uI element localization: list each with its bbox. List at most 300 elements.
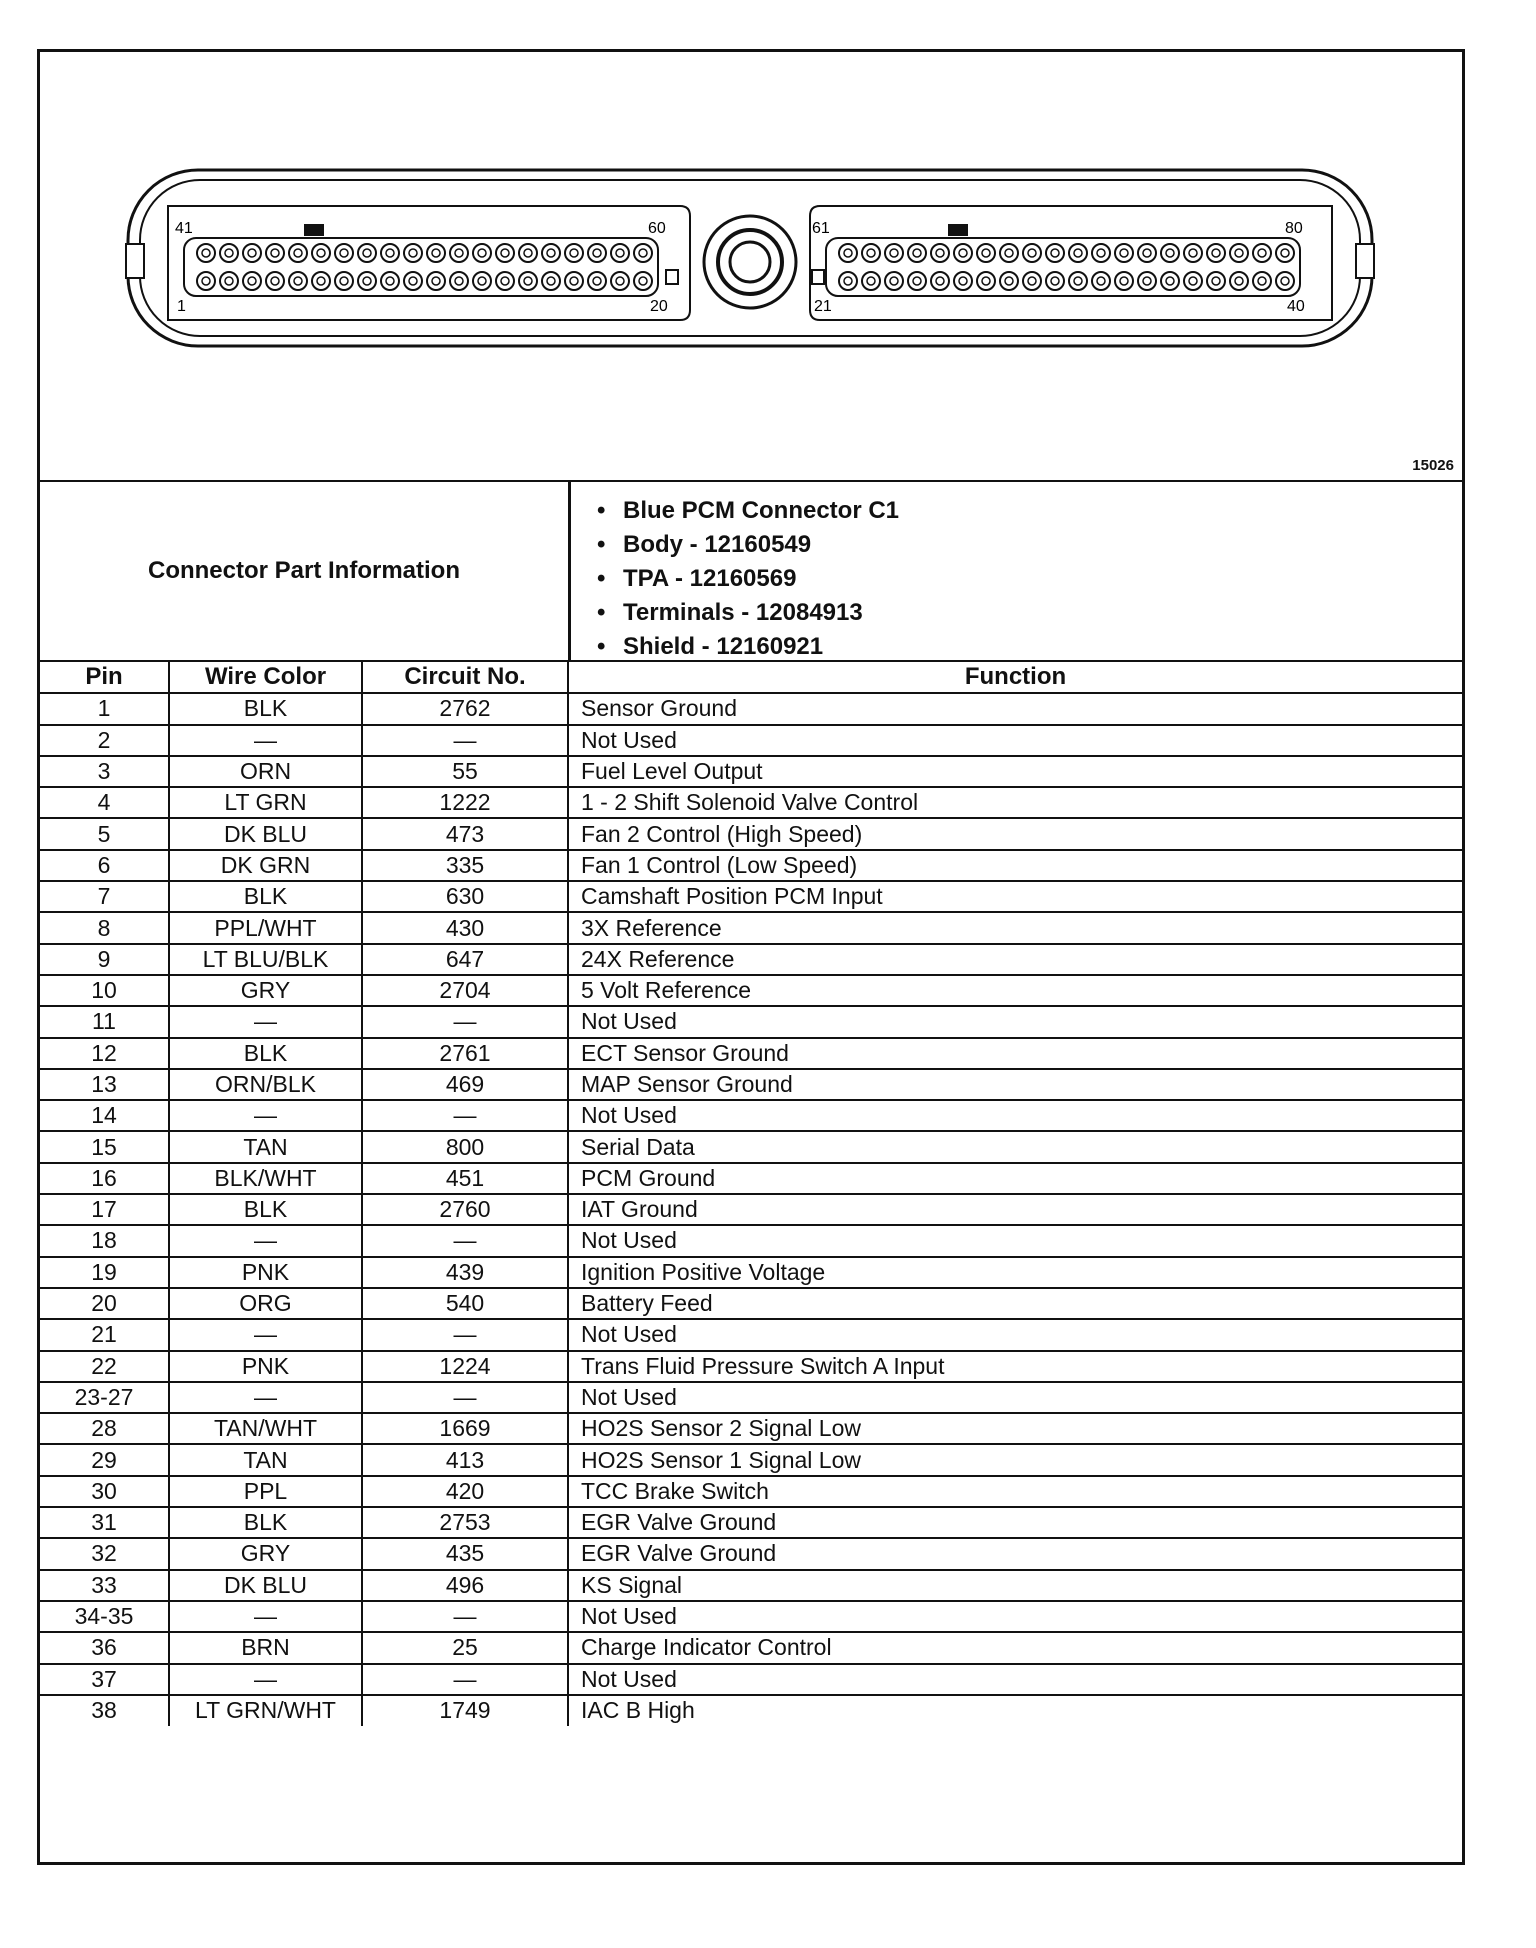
cell-circuit-no: 2704 xyxy=(362,975,568,1006)
cell-function: EGR Valve Ground xyxy=(568,1538,1462,1569)
pin-cavity xyxy=(404,272,422,290)
cell-function: Fan 2 Control (High Speed) xyxy=(568,818,1462,849)
cell-wire-color: PPL xyxy=(169,1476,362,1507)
pin-cavity xyxy=(1253,272,1271,290)
right-pin-block xyxy=(810,206,1332,320)
cell-circuit-no: 2753 xyxy=(362,1507,568,1538)
pin-cavity xyxy=(588,244,606,262)
cell-wire-color: LT GRN xyxy=(169,787,362,818)
pin-cavity xyxy=(611,272,629,290)
cell-pin: 6 xyxy=(40,850,169,881)
pin-terminal xyxy=(478,249,486,257)
table-row xyxy=(40,1225,1462,1256)
pin-terminal xyxy=(1166,249,1174,257)
pin-terminal xyxy=(501,277,509,285)
cell-wire-color: TAN xyxy=(169,1131,362,1162)
right-key-mark xyxy=(948,224,968,236)
cell-pin: 32 xyxy=(40,1538,169,1569)
table-row xyxy=(40,1444,1462,1475)
pin-terminal xyxy=(1074,249,1082,257)
pin-cavity xyxy=(266,244,284,262)
cell-circuit-no: 647 xyxy=(362,944,568,975)
table-row xyxy=(40,1413,1462,1444)
pin-terminal xyxy=(844,249,852,257)
header-wire-color: Wire Color xyxy=(169,662,362,693)
pin-cavity xyxy=(243,244,261,262)
cell-function: Sensor Ground xyxy=(568,693,1462,724)
cell-circuit-no: — xyxy=(362,1601,568,1632)
cell-wire-color: ORN xyxy=(169,756,362,787)
cell-wire-color: BLK xyxy=(169,1194,362,1225)
pin-cavity xyxy=(312,244,330,262)
cell-function: Camshaft Position PCM Input xyxy=(568,881,1462,912)
pin-terminal xyxy=(363,277,371,285)
cell-circuit-no: 451 xyxy=(362,1163,568,1194)
left-pin-block xyxy=(168,206,690,320)
right-tab xyxy=(812,270,824,284)
pin-cavity xyxy=(1207,244,1225,262)
table-row xyxy=(40,725,1462,756)
cell-wire-color: BLK/WHT xyxy=(169,1163,362,1194)
cell-function: Not Used xyxy=(568,1225,1462,1256)
pin-label-61: 61 xyxy=(812,220,830,237)
cell-function: MAP Sensor Ground xyxy=(568,1069,1462,1100)
connector-info-item: • Blue PCM Connector C1 xyxy=(597,494,899,528)
table-row xyxy=(40,818,1462,849)
pin-cavity xyxy=(1184,244,1202,262)
cell-pin: 34-35 xyxy=(40,1601,169,1632)
cell-pin: 18 xyxy=(40,1225,169,1256)
table-row xyxy=(40,1382,1462,1413)
cell-function: Not Used xyxy=(568,1100,1462,1131)
cell-function: Charge Indicator Control xyxy=(568,1632,1462,1663)
cell-pin: 1 xyxy=(40,693,169,724)
cell-circuit-no: 800 xyxy=(362,1131,568,1162)
cell-function: 24X Reference xyxy=(568,944,1462,975)
cell-function: Not Used xyxy=(568,725,1462,756)
pin-cavity xyxy=(885,244,903,262)
cell-circuit-no: — xyxy=(362,725,568,756)
pin-terminal xyxy=(317,249,325,257)
cell-circuit-no: 25 xyxy=(362,1632,568,1663)
left-tab xyxy=(666,270,678,284)
pin-cavity xyxy=(381,244,399,262)
table-row xyxy=(40,1069,1462,1100)
table-row xyxy=(40,1695,1462,1726)
left-latch xyxy=(126,244,144,278)
pin-cavity xyxy=(220,244,238,262)
cell-circuit-no: — xyxy=(362,1006,568,1037)
cell-function: Not Used xyxy=(568,1006,1462,1037)
cell-wire-color: GRY xyxy=(169,975,362,1006)
pin-cavity xyxy=(634,244,652,262)
table-row xyxy=(40,1100,1462,1131)
pin-cavity xyxy=(1046,244,1064,262)
cell-pin: 23-27 xyxy=(40,1382,169,1413)
pin-terminal xyxy=(867,249,875,257)
pin-cavity xyxy=(519,272,537,290)
pin-cavity xyxy=(1046,272,1064,290)
pin-terminal xyxy=(1005,277,1013,285)
cell-pin: 29 xyxy=(40,1444,169,1475)
pin-cavity xyxy=(839,272,857,290)
cell-wire-color: — xyxy=(169,1006,362,1037)
connector-diagram xyxy=(40,52,1462,480)
cell-wire-color: PPL/WHT xyxy=(169,912,362,943)
pin-cavity xyxy=(931,272,949,290)
header-function: Function xyxy=(568,662,1462,693)
cell-function: EGR Valve Ground xyxy=(568,1507,1462,1538)
cell-function: Not Used xyxy=(568,1601,1462,1632)
cell-circuit-no: — xyxy=(362,1225,568,1256)
pin-cavity xyxy=(1069,272,1087,290)
pin-terminal xyxy=(1028,249,1036,257)
pin-label-40: 40 xyxy=(1287,298,1305,315)
pin-terminal xyxy=(1143,249,1151,257)
pin-terminal xyxy=(1212,277,1220,285)
pin-terminal xyxy=(432,277,440,285)
pin-cavity xyxy=(977,272,995,290)
cell-pin: 4 xyxy=(40,787,169,818)
cell-pin: 33 xyxy=(40,1570,169,1601)
table-row xyxy=(40,1288,1462,1319)
cell-function: Serial Data xyxy=(568,1131,1462,1162)
table-row xyxy=(40,850,1462,881)
cell-function: 1 - 2 Shift Solenoid Valve Control xyxy=(568,787,1462,818)
pin-cavity xyxy=(1115,272,1133,290)
pin-terminal xyxy=(409,277,417,285)
cell-pin: 16 xyxy=(40,1163,169,1194)
pin-label-60: 60 xyxy=(648,220,666,237)
left-key-mark xyxy=(304,224,324,236)
pin-terminal xyxy=(959,277,967,285)
pin-cavity xyxy=(197,272,215,290)
cell-function: ECT Sensor Ground xyxy=(568,1038,1462,1069)
pin-terminal xyxy=(294,277,302,285)
cell-pin: 12 xyxy=(40,1038,169,1069)
right-cavity-frame xyxy=(826,238,1300,296)
pin-cavity xyxy=(634,272,652,290)
cell-function: Trans Fluid Pressure Switch A Input xyxy=(568,1351,1462,1382)
pin-terminal xyxy=(478,277,486,285)
pin-terminal xyxy=(501,249,509,257)
cell-wire-color: DK GRN xyxy=(169,850,362,881)
connector-diagram-area xyxy=(40,52,1462,482)
cell-wire-color: ORN/BLK xyxy=(169,1069,362,1100)
pin-terminal xyxy=(1235,277,1243,285)
cell-function: Ignition Positive Voltage xyxy=(568,1257,1462,1288)
pin-terminal xyxy=(1051,249,1059,257)
cell-circuit-no: 1669 xyxy=(362,1413,568,1444)
pin-label-41: 41 xyxy=(175,220,193,237)
connector-info-item: • Terminals - 12084913 xyxy=(597,596,899,630)
pin-cavity xyxy=(358,272,376,290)
cell-pin: 36 xyxy=(40,1632,169,1663)
table-row xyxy=(40,1257,1462,1288)
table-row xyxy=(40,1632,1462,1663)
pin-terminal xyxy=(616,249,624,257)
cell-function: IAC B High xyxy=(568,1695,1462,1726)
pin-cavity xyxy=(335,272,353,290)
cell-circuit-no: 55 xyxy=(362,756,568,787)
table-row xyxy=(40,1131,1462,1162)
cell-pin: 7 xyxy=(40,881,169,912)
cell-function: HO2S Sensor 2 Signal Low xyxy=(568,1413,1462,1444)
pin-cavity xyxy=(1276,244,1294,262)
cell-circuit-no: 439 xyxy=(362,1257,568,1288)
pin-terminal xyxy=(317,277,325,285)
cell-wire-color: — xyxy=(169,1225,362,1256)
cell-circuit-no: 1749 xyxy=(362,1695,568,1726)
pin-terminal xyxy=(271,277,279,285)
pin-terminal xyxy=(455,277,463,285)
table-row xyxy=(40,1538,1462,1569)
cell-circuit-no: 496 xyxy=(362,1570,568,1601)
cell-pin: 30 xyxy=(40,1476,169,1507)
pin-cavity xyxy=(1161,244,1179,262)
pin-terminal xyxy=(1212,249,1220,257)
cell-circuit-no: 435 xyxy=(362,1538,568,1569)
pin-cavity xyxy=(358,244,376,262)
pin-cavity xyxy=(1276,272,1294,290)
left-cavity-frame xyxy=(184,238,658,296)
pin-label-1: 1 xyxy=(177,298,186,315)
pin-cavity xyxy=(931,244,949,262)
pin-terminal xyxy=(959,249,967,257)
pin-cavities xyxy=(197,244,1294,290)
pin-terminal xyxy=(225,277,233,285)
table-row xyxy=(40,975,1462,1006)
cell-pin: 22 xyxy=(40,1351,169,1382)
cell-circuit-no: 540 xyxy=(362,1288,568,1319)
pin-table xyxy=(40,662,1462,1726)
table-row xyxy=(40,912,1462,943)
cell-pin: 31 xyxy=(40,1507,169,1538)
cell-function: KS Signal xyxy=(568,1570,1462,1601)
pin-terminal xyxy=(547,249,555,257)
cell-wire-color: — xyxy=(169,1664,362,1695)
pin-terminal xyxy=(340,249,348,257)
cell-circuit-no: — xyxy=(362,1319,568,1350)
cell-pin: 38 xyxy=(40,1695,169,1726)
table-row xyxy=(40,1006,1462,1037)
table-row xyxy=(40,1038,1462,1069)
pin-cavity xyxy=(1138,244,1156,262)
cell-wire-color: DK BLU xyxy=(169,1570,362,1601)
table-row xyxy=(40,944,1462,975)
pin-cavity xyxy=(565,272,583,290)
cell-circuit-no: 2762 xyxy=(362,693,568,724)
pin-terminal xyxy=(890,277,898,285)
pin-terminal xyxy=(202,277,210,285)
pin-terminal xyxy=(294,249,302,257)
pin-terminal xyxy=(409,249,417,257)
cell-wire-color: BRN xyxy=(169,1632,362,1663)
cell-wire-color: — xyxy=(169,1382,362,1413)
cell-function: Fuel Level Output xyxy=(568,756,1462,787)
cell-wire-color: PNK xyxy=(169,1257,362,1288)
pin-cavity xyxy=(519,244,537,262)
cell-function: PCM Ground xyxy=(568,1163,1462,1194)
pin-terminal xyxy=(570,277,578,285)
cell-wire-color: PNK xyxy=(169,1351,362,1382)
connector-info-item: • Body - 12160549 xyxy=(597,528,899,562)
cell-wire-color: — xyxy=(169,1319,362,1350)
table-row xyxy=(40,1507,1462,1538)
table-row xyxy=(40,1476,1462,1507)
cell-wire-color: BLK xyxy=(169,881,362,912)
pin-terminal xyxy=(1005,249,1013,257)
pin-cavity xyxy=(335,244,353,262)
pin-cavity xyxy=(496,272,514,290)
pin-cavity xyxy=(1023,272,1041,290)
pin-terminal xyxy=(1189,249,1197,257)
cell-circuit-no: 413 xyxy=(362,1444,568,1475)
pin-terminal xyxy=(593,277,601,285)
cell-wire-color: BLK xyxy=(169,693,362,724)
cell-wire-color: — xyxy=(169,1601,362,1632)
header-pin: Pin xyxy=(40,662,169,693)
pin-terminal xyxy=(1074,277,1082,285)
cell-circuit-no: 335 xyxy=(362,850,568,881)
pin-terminal xyxy=(913,249,921,257)
pin-terminal xyxy=(386,277,394,285)
cell-pin: 5 xyxy=(40,818,169,849)
pin-cavity xyxy=(289,244,307,262)
pin-cavity xyxy=(404,244,422,262)
table-row xyxy=(40,787,1462,818)
pin-cavity xyxy=(450,272,468,290)
cell-pin: 15 xyxy=(40,1131,169,1162)
cell-circuit-no: 473 xyxy=(362,818,568,849)
pin-terminal xyxy=(524,249,532,257)
pin-cavity xyxy=(862,244,880,262)
figure-number: 15026 xyxy=(1412,457,1454,474)
pin-terminal xyxy=(1235,249,1243,257)
pin-cavity xyxy=(450,244,468,262)
cell-wire-color: TAN xyxy=(169,1444,362,1475)
cell-circuit-no: — xyxy=(362,1382,568,1413)
cell-pin: 20 xyxy=(40,1288,169,1319)
pin-terminal xyxy=(982,277,990,285)
connector-info-item: • Shield - 12160921 xyxy=(597,630,899,664)
cell-function: Not Used xyxy=(568,1319,1462,1350)
cell-wire-color: BLK xyxy=(169,1038,362,1069)
pin-terminal xyxy=(867,277,875,285)
table-row xyxy=(40,1664,1462,1695)
pin-terminal xyxy=(570,249,578,257)
pin-terminal xyxy=(1143,277,1151,285)
pin-terminal xyxy=(936,277,944,285)
pin-terminal xyxy=(1166,277,1174,285)
cell-circuit-no: — xyxy=(362,1664,568,1695)
pin-terminal xyxy=(248,277,256,285)
connector-info-item: • TPA - 12160569 xyxy=(597,562,899,596)
pin-cavity xyxy=(1184,272,1202,290)
pin-terminal xyxy=(890,249,898,257)
pin-terminal xyxy=(1281,277,1289,285)
pin-cavity xyxy=(1161,272,1179,290)
pin-cavity xyxy=(312,272,330,290)
pin-cavity xyxy=(1023,244,1041,262)
cell-pin: 3 xyxy=(40,756,169,787)
pin-terminal xyxy=(639,249,647,257)
cell-pin: 28 xyxy=(40,1413,169,1444)
pin-terminal xyxy=(225,249,233,257)
pin-terminal xyxy=(248,249,256,257)
cell-pin: 19 xyxy=(40,1257,169,1288)
table-row xyxy=(40,693,1462,724)
pin-cavity xyxy=(954,272,972,290)
pin-cavity xyxy=(977,244,995,262)
pin-terminal xyxy=(639,277,647,285)
pin-cavity xyxy=(588,272,606,290)
pin-cavity xyxy=(862,272,880,290)
pin-terminal xyxy=(340,277,348,285)
pin-terminal xyxy=(1120,277,1128,285)
cell-function: HO2S Sensor 1 Signal Low xyxy=(568,1444,1462,1475)
cell-pin: 8 xyxy=(40,912,169,943)
center-bolt-inner xyxy=(730,242,770,282)
pin-cavity xyxy=(220,272,238,290)
table-row xyxy=(40,1194,1462,1225)
document-sheet xyxy=(37,49,1465,1865)
pin-cavity xyxy=(1138,272,1156,290)
pin-cavity xyxy=(908,244,926,262)
cell-pin: 14 xyxy=(40,1100,169,1131)
cell-function: Not Used xyxy=(568,1382,1462,1413)
connector-part-information xyxy=(40,482,1462,662)
cell-wire-color: LT BLU/BLK xyxy=(169,944,362,975)
pin-terminal xyxy=(202,249,210,257)
pin-terminal xyxy=(1189,277,1197,285)
cell-function: Not Used xyxy=(568,1664,1462,1695)
pin-cavity xyxy=(1000,244,1018,262)
pin-cavity xyxy=(1230,272,1248,290)
pin-cavity xyxy=(243,272,261,290)
pin-terminal xyxy=(1028,277,1036,285)
pin-cavity xyxy=(542,244,560,262)
pin-terminal xyxy=(363,249,371,257)
pin-cavity xyxy=(611,244,629,262)
cell-wire-color: ORG xyxy=(169,1288,362,1319)
table-row xyxy=(40,1319,1462,1350)
pin-terminal xyxy=(524,277,532,285)
cell-wire-color: — xyxy=(169,725,362,756)
cell-circuit-no: 1224 xyxy=(362,1351,568,1382)
pin-cavity xyxy=(427,244,445,262)
pin-cavity xyxy=(1092,272,1110,290)
pin-terminal xyxy=(547,277,555,285)
pin-cavity xyxy=(885,272,903,290)
pin-terminal xyxy=(271,249,279,257)
cell-wire-color: — xyxy=(169,1100,362,1131)
cell-wire-color: TAN/WHT xyxy=(169,1413,362,1444)
cell-function: TCC Brake Switch xyxy=(568,1476,1462,1507)
cell-function: Battery Feed xyxy=(568,1288,1462,1319)
cell-circuit-no: 2761 xyxy=(362,1038,568,1069)
pin-terminal xyxy=(1258,249,1266,257)
cell-circuit-no: 630 xyxy=(362,881,568,912)
pin-terminal xyxy=(1120,249,1128,257)
cell-function: 3X Reference xyxy=(568,912,1462,943)
pin-terminal xyxy=(1097,249,1105,257)
cell-pin: 17 xyxy=(40,1194,169,1225)
pin-terminal xyxy=(1258,277,1266,285)
pin-cavity xyxy=(473,272,491,290)
cell-wire-color: DK BLU xyxy=(169,818,362,849)
table-header-row xyxy=(40,662,1462,693)
